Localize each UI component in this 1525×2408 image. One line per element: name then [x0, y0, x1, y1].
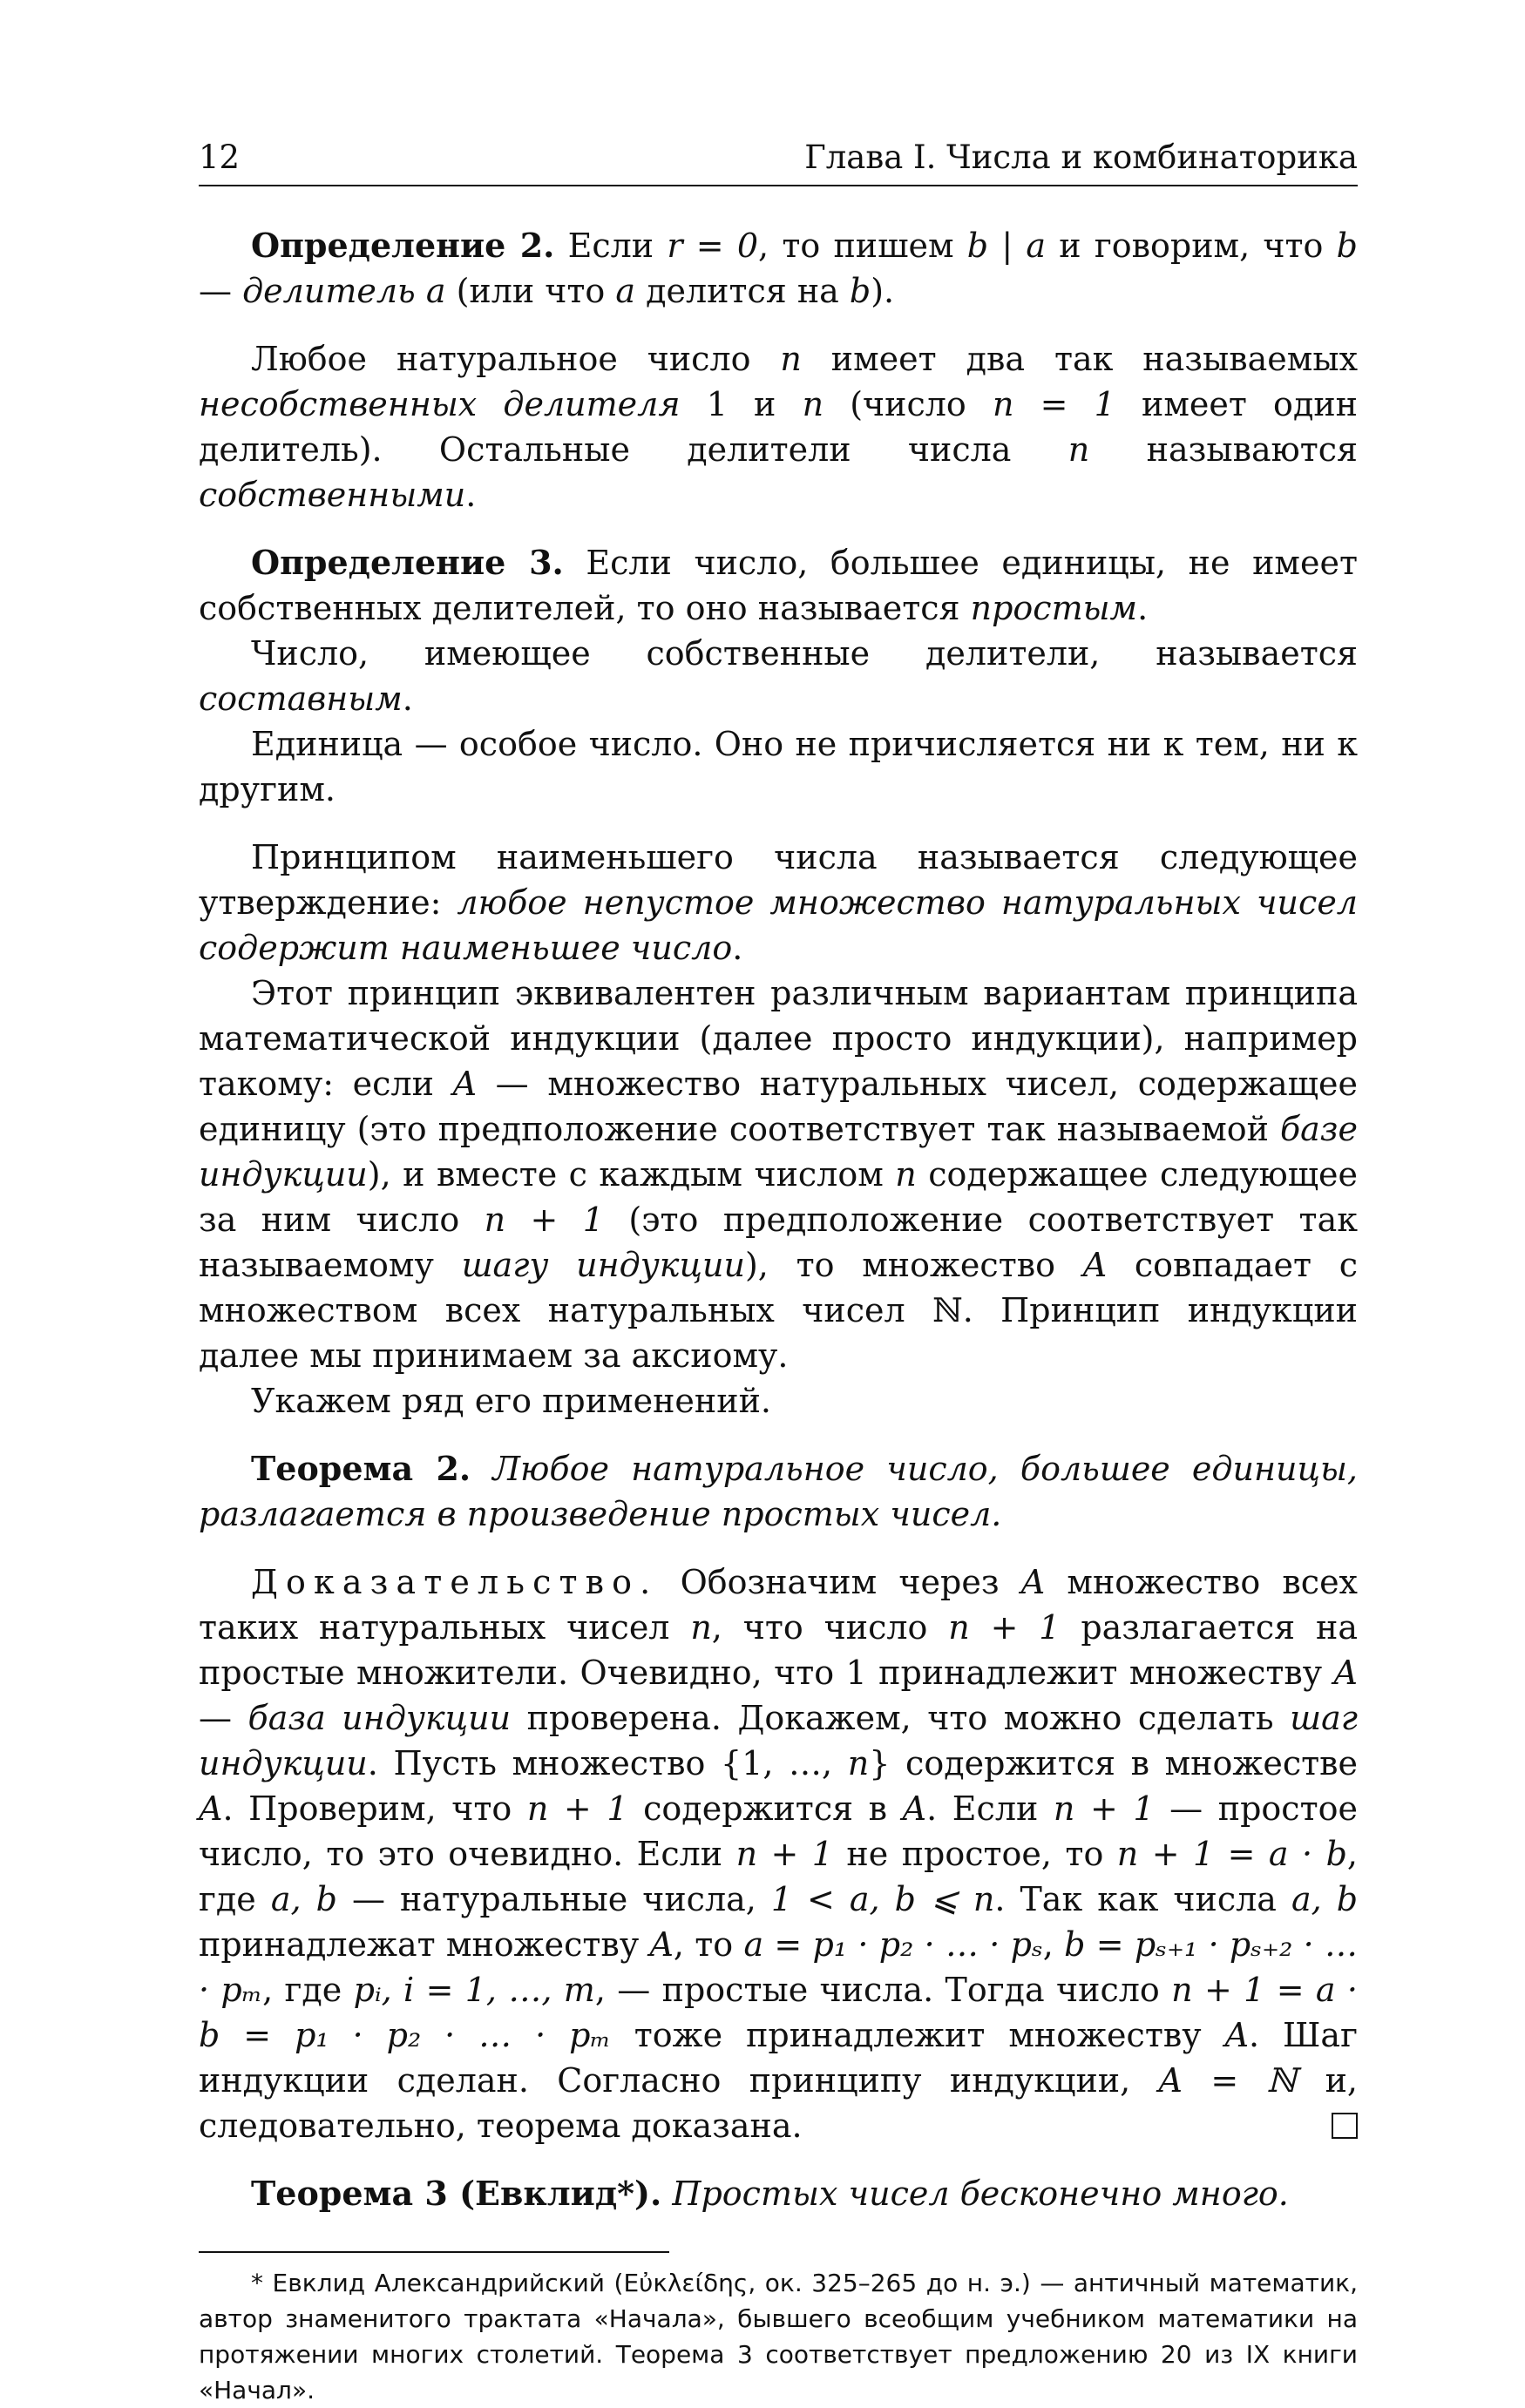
text: Принципом наименьшего числа называется следующее утверждение:	[199, 838, 1358, 922]
text: (это предположение соответствует так называемому	[199, 1201, 1358, 1284]
text: и, следовательно, теорема доказана.	[199, 2061, 1358, 2145]
text: (или что	[445, 272, 616, 310]
paragraph-induction	[199, 971, 1358, 1378]
theorem-2	[199, 1446, 1358, 1537]
proof	[199, 1559, 1358, 2148]
math: n + 1	[1053, 1789, 1155, 1828]
text: — простое число, то это очевидно. Если	[199, 1789, 1358, 1873]
text: ).	[871, 272, 895, 310]
paragraph-unit: Единица — особое число. Оно не причисляется ни к тем, ни к другим.	[199, 725, 1358, 808]
math: n	[802, 385, 824, 423]
text: — множество натуральных чисел, содержащее единицу (это предположение соответствует так называемой	[199, 1065, 1358, 1148]
math: A	[1333, 1654, 1358, 1692]
text: .	[465, 476, 477, 514]
qed-square-icon	[1332, 2113, 1358, 2139]
theorem-3-label: Теорема 3 (Евклид*).	[251, 2174, 662, 2213]
text: , — простые числа. Тогда число	[594, 1971, 1172, 2009]
math: n + 1 = a · b	[1116, 1835, 1347, 1873]
math: b	[849, 272, 871, 310]
footnote	[199, 2265, 1358, 2408]
paragraph-composite	[199, 631, 1358, 721]
text: Число, имеющее собственные делители, называется	[251, 634, 1358, 673]
text: , то	[673, 1925, 744, 1964]
math: n	[780, 340, 802, 378]
running-header	[199, 131, 1358, 186]
text: .	[402, 680, 413, 718]
text: Если	[554, 227, 668, 265]
math: n	[895, 1155, 917, 1194]
math: A	[902, 1789, 927, 1828]
paragraph-improper-divisors	[199, 336, 1358, 517]
chapter-title: Глава I. Числа и комбинаторика	[804, 139, 1358, 176]
text: не простое, то	[832, 1835, 1117, 1873]
math: n + 1 = a · b = p₁ · p₂ · … · pₘ	[199, 1971, 1358, 2054]
text: принадлежат множеству	[199, 1925, 650, 1964]
text: , где	[262, 1971, 354, 2009]
text: . Если	[926, 1789, 1054, 1828]
definition-3-label: Определение 3.	[251, 543, 564, 582]
math: b | a	[966, 227, 1047, 265]
text: ), то множество	[744, 1246, 1083, 1284]
term-prime: простым	[970, 589, 1138, 627]
text: содержится в	[627, 1789, 903, 1828]
math: A	[649, 1925, 674, 1964]
definition-2-label: Определение 2.	[251, 226, 555, 265]
text: Любое натуральное число	[251, 340, 781, 378]
text: } содержится в множестве	[869, 1744, 1359, 1782]
text: имеет два так называемых	[801, 340, 1359, 378]
text: совпадает с множеством всех натуральных чисел ℕ. Принцип индукции далее мы принимаем за аксиому.	[199, 1246, 1358, 1375]
text: —	[199, 1699, 248, 1737]
math: A	[1020, 1563, 1046, 1601]
math: A	[452, 1065, 478, 1103]
math: a	[615, 272, 636, 310]
text: (число	[824, 385, 993, 423]
text: и говорим, что	[1046, 227, 1337, 265]
term-composite: составным	[199, 680, 403, 718]
theorem-3	[199, 2171, 1358, 2216]
math: n	[847, 1744, 870, 1782]
text: . Шаг индукции сделан. Согласно принципу индукции,	[199, 2016, 1358, 2100]
math: n + 1	[735, 1835, 833, 1873]
text: тоже принадлежит множеству	[610, 2016, 1225, 2054]
text: называются	[1089, 430, 1358, 469]
term-improper-divisors: несобственных делителя	[199, 385, 681, 423]
math: 1 < a, b ⩽ n	[770, 1880, 995, 1918]
principle-statement: любое непустое множество натуральных чисел содержит наименьшее число	[199, 883, 1358, 967]
text: множество всех таких натуральных чисел	[199, 1563, 1358, 1647]
proof-label: Доказательство.	[251, 1563, 659, 1601]
theorem-3-statement: Простых чисел бесконечно много.	[661, 2175, 1289, 2213]
math: n = 1	[992, 385, 1115, 423]
math: A	[1082, 1246, 1108, 1284]
text: Обозначим через	[658, 1563, 1021, 1601]
math: a, b	[270, 1880, 337, 1918]
text: — натуральные числа,	[336, 1880, 771, 1918]
math: A	[1224, 2016, 1250, 2054]
math: b = pₛ₊₁ · pₛ₊₂ · … · pₘ	[199, 1925, 1358, 2009]
math: a = p₁ · p₂ · … · pₛ	[743, 1925, 1043, 1964]
text: . Проверим, что	[222, 1789, 527, 1828]
text: .	[1137, 589, 1149, 627]
text: .	[732, 929, 743, 967]
text: делится на	[635, 272, 850, 310]
definition-3	[199, 540, 1358, 631]
term-induction-base: базе индукции	[199, 1110, 1358, 1194]
term-induction-step: шаг индукции	[199, 1699, 1358, 1782]
footnote-text: * Евклид Александрийский (Εὐκλείδης, ок. 325–265 до н. э.) — античный математик, автор знаменитого трактата «Начала», бывшего всеобщим учебником математики на протяжении многих столетий. Теорема 3 соответствует предложению 20 из IX книги «Начал».	[199, 2269, 1358, 2405]
text: , то пишем	[758, 227, 967, 265]
page-body	[199, 223, 1358, 2216]
definition-2	[199, 223, 1358, 314]
text: , что число	[711, 1608, 949, 1647]
math: pᵢ, i = 1, …, m	[353, 1971, 595, 2009]
math: b	[1336, 227, 1358, 265]
math: n + 1	[484, 1201, 604, 1239]
text: . Так как числа	[994, 1880, 1291, 1918]
theorem-2-label: Теорема 2.	[251, 1449, 471, 1488]
text: . Пусть множество {1, …,	[367, 1744, 848, 1782]
text: имеет один делитель). Остальные делители числа	[199, 385, 1358, 469]
term-induction-base: база индукции	[247, 1699, 512, 1737]
text: —	[199, 272, 243, 310]
footnote-rule	[199, 2251, 669, 2253]
term-proper: собственными	[199, 476, 466, 514]
text: ), и вместе с каждым числом	[367, 1155, 896, 1194]
text: содержащее следующее за ним число	[199, 1155, 1358, 1239]
math: a, b	[1291, 1880, 1359, 1918]
text: 1 и	[680, 385, 803, 423]
text: Этот принцип эквивалентен различным вариантам принципа математической индукции (далее просто индукции), например такому: если	[199, 974, 1358, 1103]
page-number: 12	[199, 139, 241, 176]
text: проверена. Докажем, что можно сделать	[511, 1699, 1291, 1737]
math: n + 1	[948, 1608, 1061, 1647]
math: n	[690, 1608, 712, 1647]
book-page	[199, 131, 1359, 2405]
text: ,	[1042, 1925, 1065, 1964]
term-induction-step: шагу индукции	[461, 1246, 745, 1284]
theorem-2-statement: Любое натуральное число, большее единицы, разлагается в произведение простых чисел.	[199, 1450, 1359, 1533]
text: Если число, большее единицы, не имеет собственных делителей, то оно называется	[199, 544, 1358, 627]
paragraph-least-number-principle	[199, 835, 1358, 971]
math: r = 0	[667, 227, 759, 265]
paragraph-applications: Укажем ряд его применений.	[251, 1382, 771, 1420]
math: A	[199, 1789, 223, 1828]
math: n	[1068, 430, 1090, 469]
text: , где	[199, 1835, 1358, 1918]
math: n + 1	[526, 1789, 628, 1828]
math: A = ℕ	[1158, 2061, 1298, 2100]
text: разлагается на простые множители. Очевидно, что 1 принадлежит множеству	[199, 1608, 1358, 1692]
term-divisor: делитель a	[242, 272, 446, 310]
